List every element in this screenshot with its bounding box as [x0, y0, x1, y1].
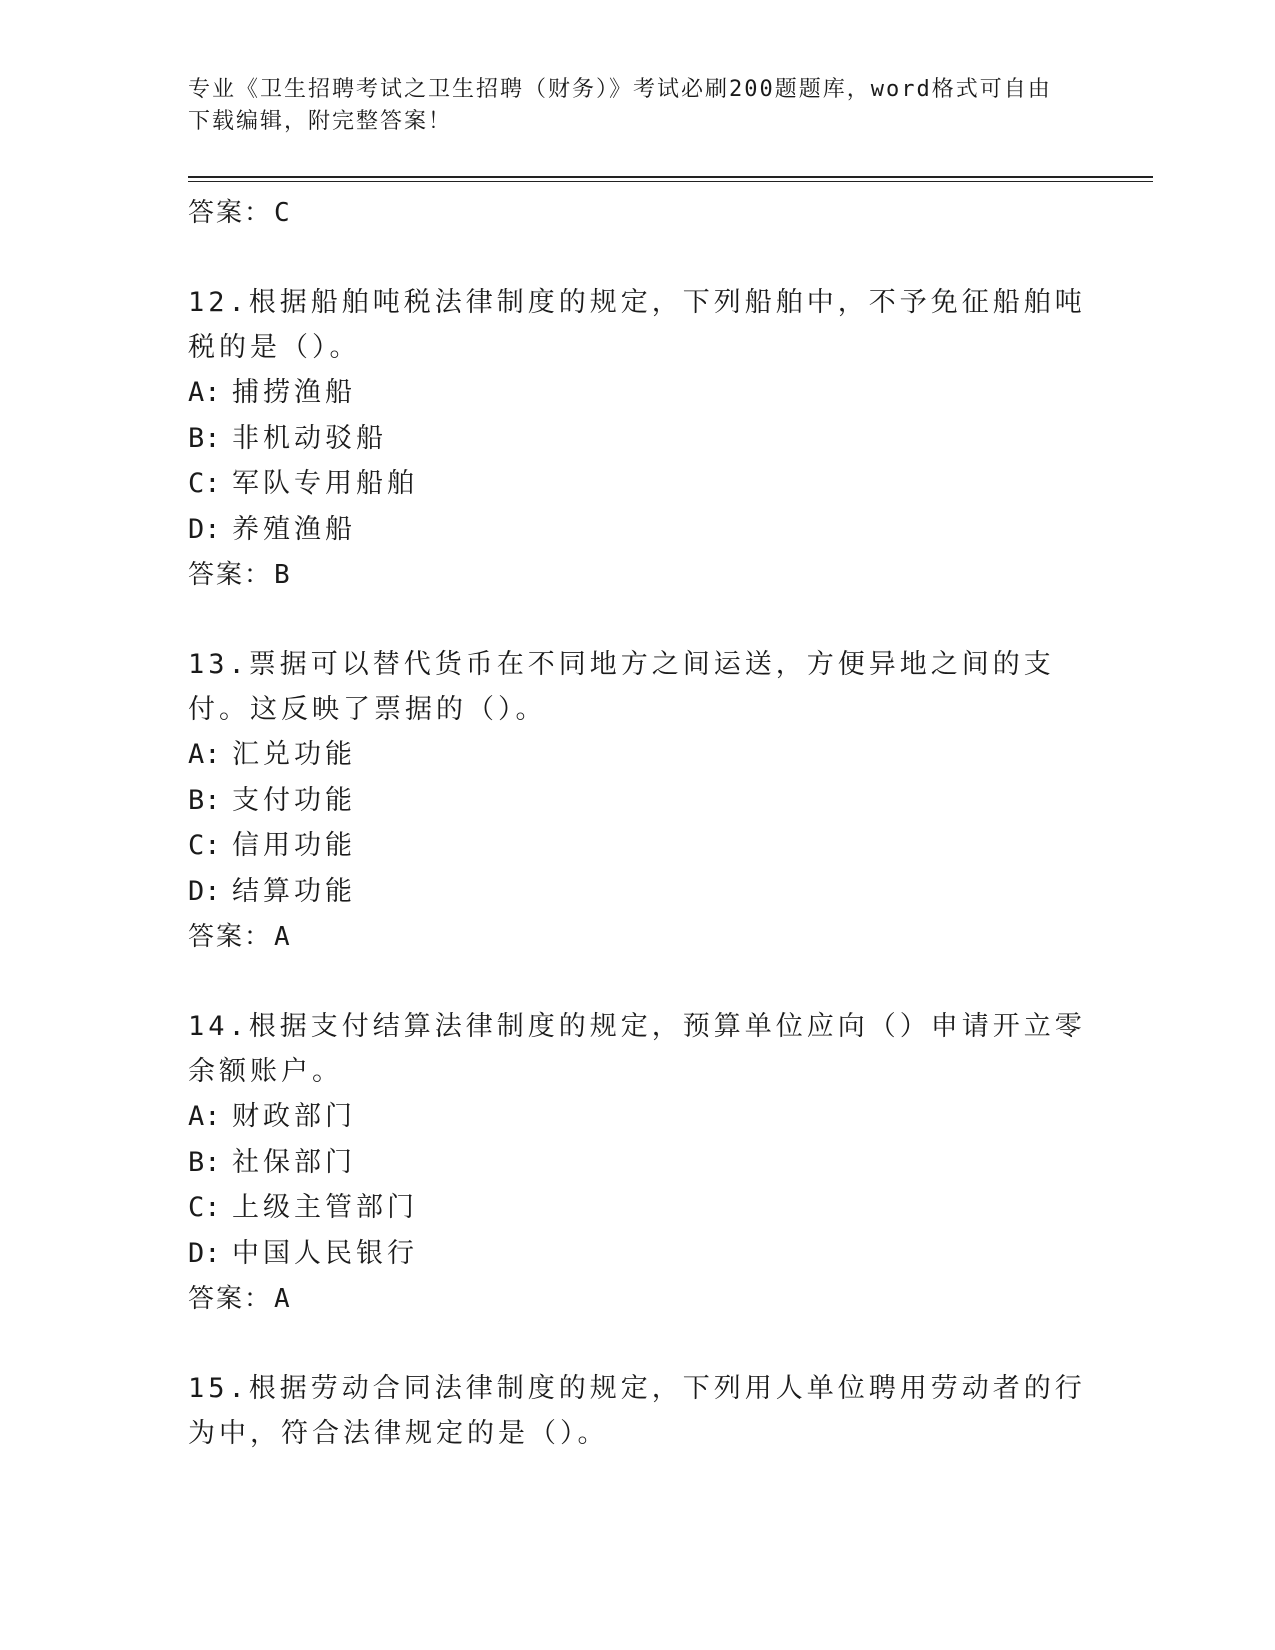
option-text: 社保部门: [232, 1146, 356, 1178]
option-key: A:: [188, 739, 221, 770]
option-text: 信用功能: [232, 830, 356, 861]
answer-value: B: [274, 560, 291, 590]
option-c: [188, 1185, 1088, 1231]
option-d: [188, 507, 1088, 553]
answer-label: 答案：: [188, 560, 273, 590]
option-text: 上级主管部门: [232, 1192, 418, 1223]
option-text: 支付功能: [232, 784, 356, 816]
answer-line: [188, 914, 1088, 960]
option-b: [188, 778, 1088, 824]
answer-value: A: [274, 922, 291, 952]
option-d: [188, 1231, 1088, 1277]
option-text: 捕捞渔船: [232, 377, 356, 408]
option-key: B:: [188, 784, 221, 816]
option-text: 结算功能: [232, 875, 356, 907]
question-stem: 13.票据可以替代货币在不同地方之间运送，方便异地之间的支付。这反映了票据的（）。: [188, 649, 1055, 725]
option-text: 非机动驳船: [232, 422, 387, 454]
header-rule-thin: [188, 181, 1153, 182]
option-key: A:: [188, 377, 221, 408]
option-b: [188, 416, 1088, 462]
question-12: [188, 280, 1088, 598]
answer-line: [188, 552, 1088, 598]
option-d: [188, 869, 1088, 915]
option-text: 汇兑功能: [232, 739, 356, 770]
option-key: B:: [188, 422, 221, 454]
question-14: [188, 1004, 1088, 1322]
option-key: C:: [188, 1192, 221, 1223]
question-stem: 12.根据船舶吨税法律制度的规定，下列船舶中，不予免征船舶吨税的是（）。: [188, 287, 1086, 363]
answer-value: A: [274, 1284, 291, 1314]
answer-label: 答案：: [188, 922, 273, 952]
option-key: B:: [188, 1146, 221, 1178]
page-header: 专业《卫生招聘考试之卫生招聘（财务）》考试必刷200题题库，word格式可自由下载编辑，附完整答案！: [188, 77, 1052, 134]
option-key: D:: [188, 1237, 221, 1269]
question-list: [188, 190, 1088, 1456]
option-key: C:: [188, 830, 221, 861]
option-key: D:: [188, 875, 221, 907]
question-15: [188, 1366, 1088, 1456]
answer-value: C: [274, 198, 291, 228]
option-text: 中国人民银行: [232, 1237, 418, 1269]
answer-line: [188, 1276, 1088, 1322]
option-text: 财政部门: [232, 1101, 356, 1132]
option-a: [188, 1094, 1088, 1140]
option-text: 养殖渔船: [232, 513, 356, 545]
answer-line: [188, 190, 1088, 236]
answer-label: 答案：: [188, 198, 273, 228]
option-key: D:: [188, 513, 221, 545]
option-c: [188, 461, 1088, 507]
option-a: [188, 732, 1088, 778]
question-13: [188, 642, 1088, 960]
option-a: [188, 370, 1088, 416]
question-stem: 15.根据劳动合同法律制度的规定，下列用人单位聘用劳动者的行为中，符合法律规定的是（）。: [188, 1373, 1086, 1449]
header-rule-thick: [188, 176, 1153, 178]
option-key: C:: [188, 468, 221, 499]
option-c: [188, 823, 1088, 869]
option-text: 军队专用船舶: [232, 468, 418, 499]
question-stem: 14.根据支付结算法律制度的规定，预算单位应向（）申请开立零余额账户。: [188, 1011, 1086, 1087]
answer-label: 答案：: [188, 1284, 273, 1314]
option-b: [188, 1140, 1088, 1186]
option-key: A:: [188, 1101, 221, 1132]
